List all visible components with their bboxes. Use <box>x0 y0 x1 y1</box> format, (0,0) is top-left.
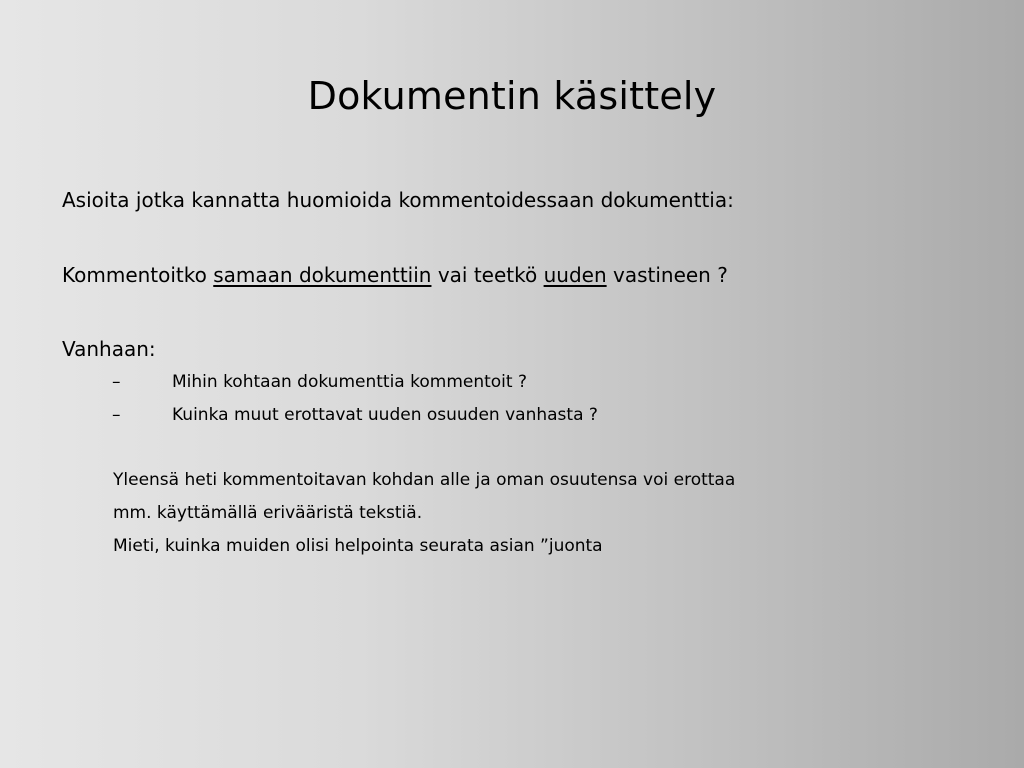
new-document-underlined: uuden <box>543 263 607 287</box>
bullet-text: Kuinka muut erottavat uuden osuuden vanhasta ? <box>172 405 598 425</box>
paragraph-line: Mieti, kuinka muiden olisi helpointa seurata asian ”juonta <box>113 536 603 556</box>
intro-text: Asioita jotka kannatta huomioida kommentoidessaan dokumenttia: <box>62 188 734 212</box>
paragraph-line: Yleensä heti kommentoitavan kohdan alle ja oman osuutensa voi erottaa <box>113 470 736 490</box>
bullet-item <box>112 403 812 427</box>
question-prefix: Kommentoitko <box>62 263 214 287</box>
bullet-text: Mihin kohtaan dokumenttia kommentoit ? <box>172 372 527 392</box>
bullet-item <box>112 370 812 394</box>
dash-marker: – <box>112 372 121 392</box>
same-document-underlined: samaan dokumenttiin <box>213 263 432 287</box>
question-line <box>62 261 728 289</box>
dash-marker: – <box>112 405 121 425</box>
slide-title: Dokumentin käsittely <box>307 74 717 118</box>
question-middle: vai teetkö <box>431 263 544 287</box>
question-suffix: vastineen ? <box>606 263 728 287</box>
paragraph-line: mm. käyttämällä erivääristä tekstiä. <box>113 503 423 523</box>
section-label: Vanhaan: <box>62 337 156 361</box>
